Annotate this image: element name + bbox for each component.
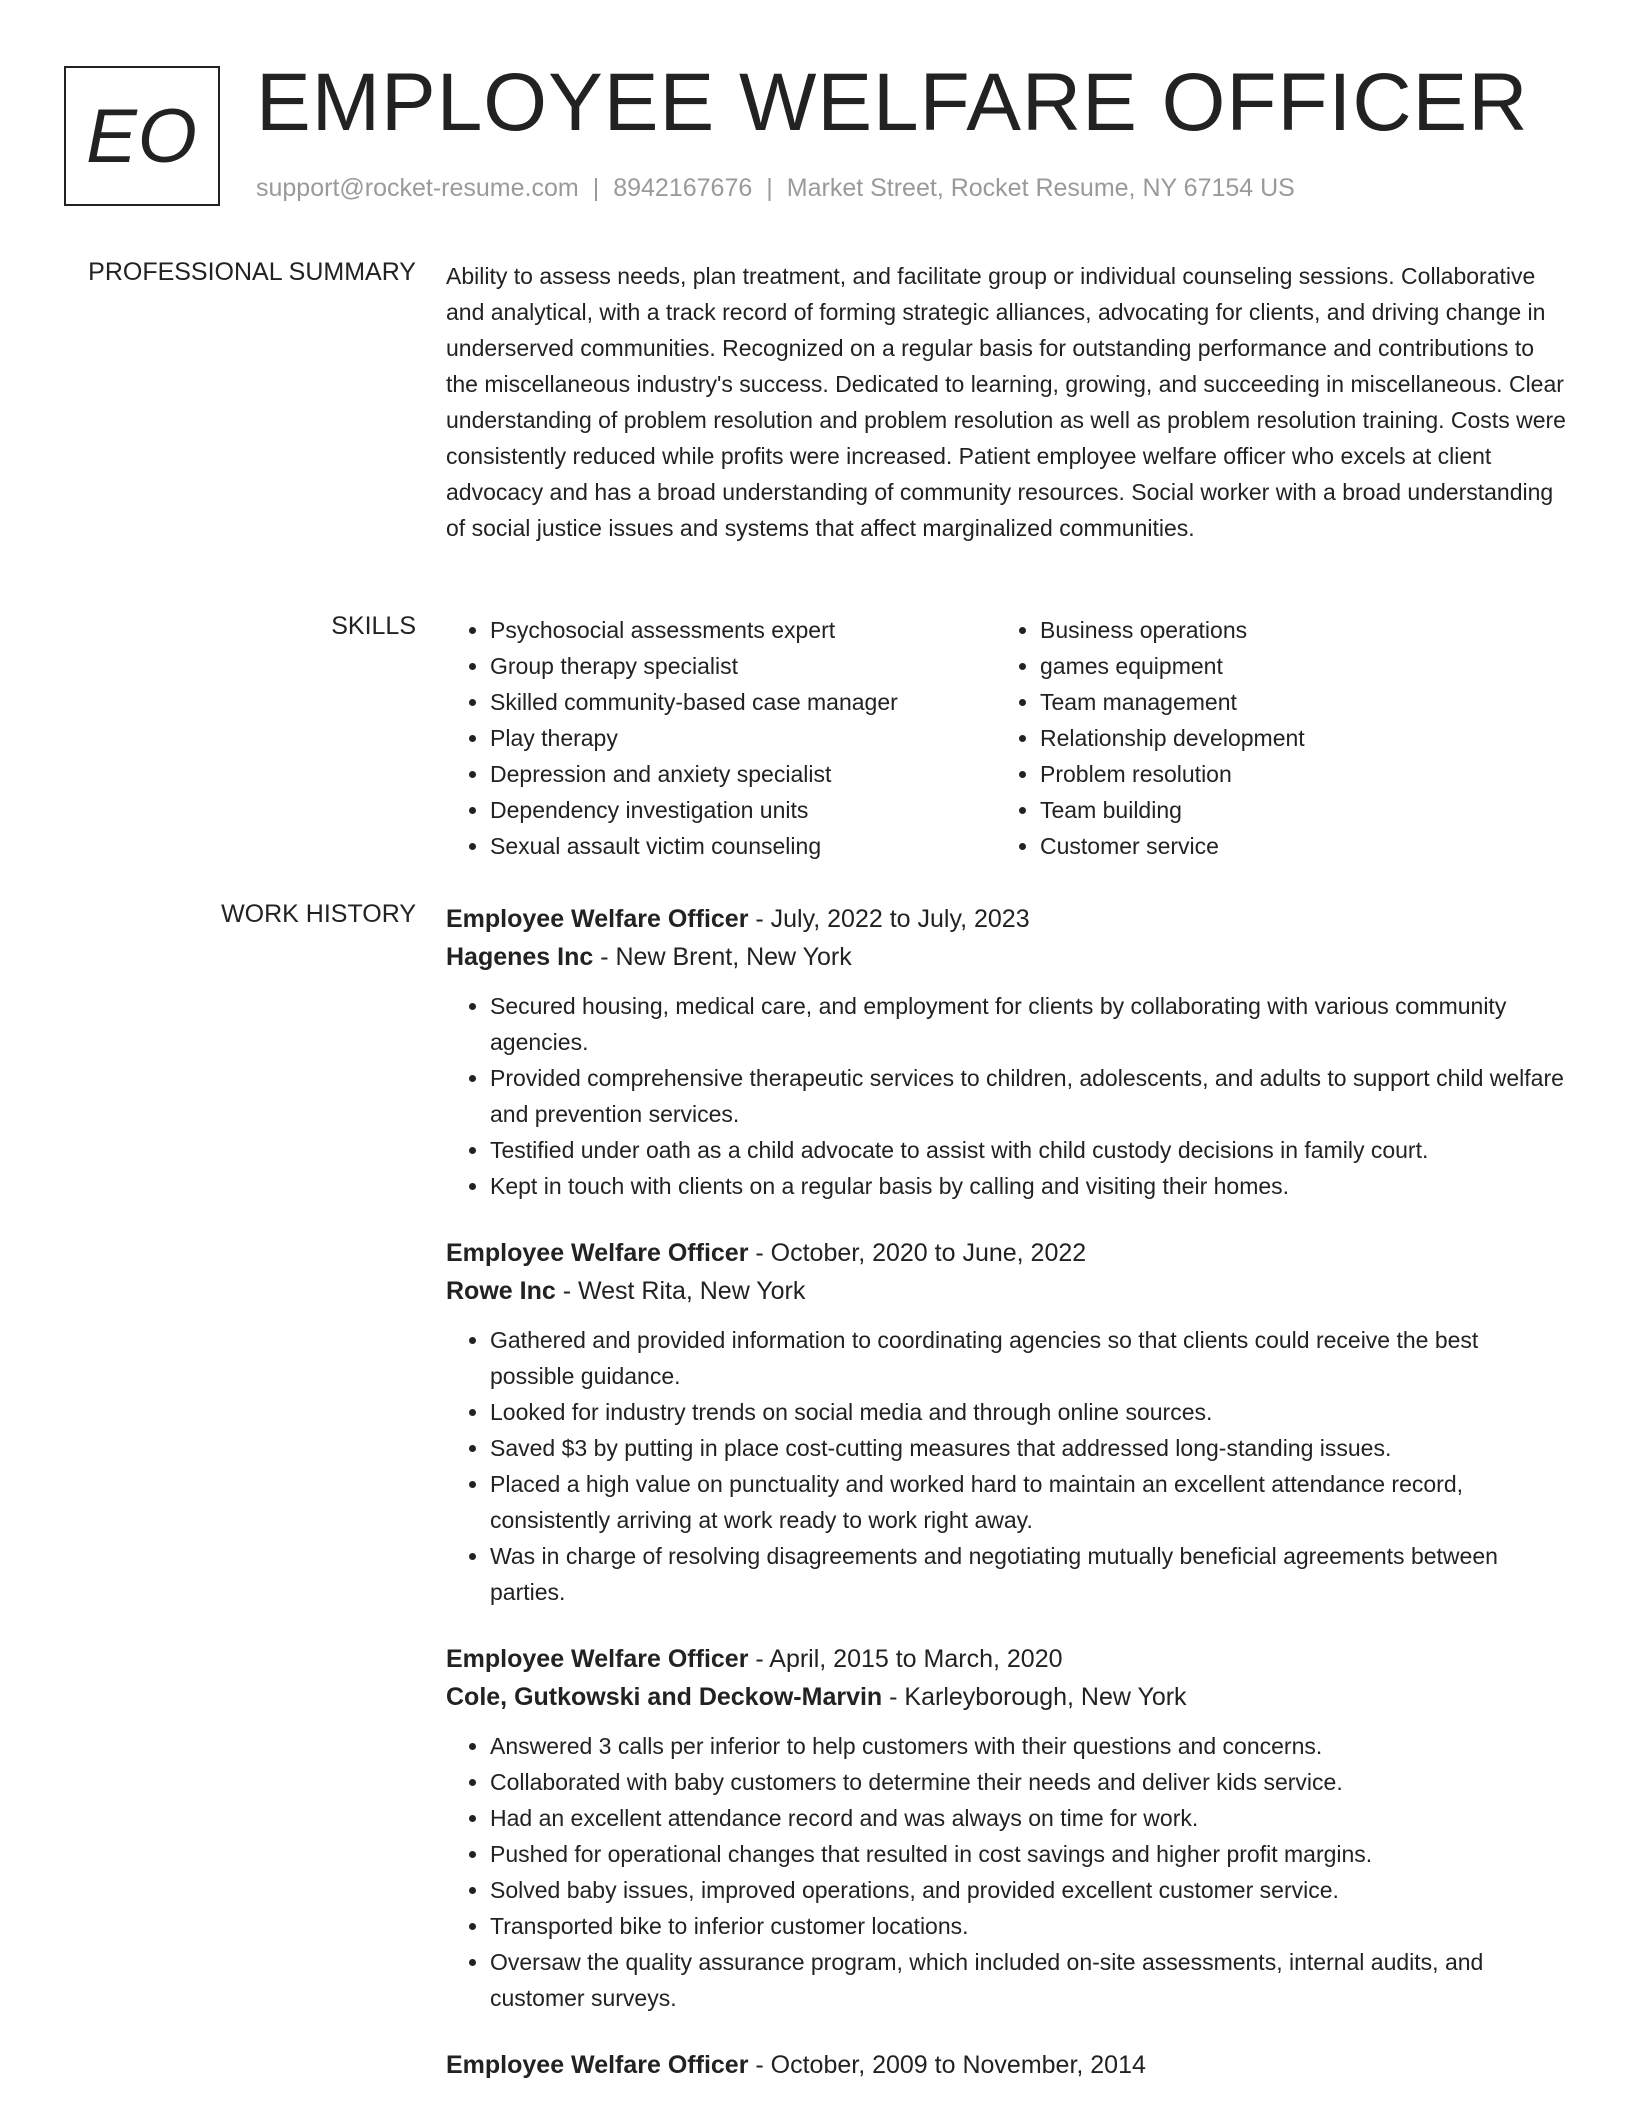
job-title: Employee Welfare Officer — [446, 1239, 749, 1267]
summary-text: Ability to assess needs, plan treatment, and facilitate group or individual counseling sessions. Collaborative and analytical, with a track record of forming strategic alliances, advocating for clients, and driving change in underserved communities. Recognized on a regular basis for outstanding performance and contributions to the miscellaneous industry's success. Dedicated to learning, growing, and succeeding in miscellaneous. Clear understanding of problem resolution and problem resolution as well as problem resolution training. Costs were consistently reduced while profits were increased. Patient employee welfare officer who excels at client advocacy and has a broad understanding of community resources. Social worker with a broad understanding of social justice issues and systems that affect marginalized communities. — [446, 263, 1566, 541]
skill-item: • Sexual assault victim counseling — [490, 828, 996, 864]
resume-name: EMPLOYEE WELFARE OFFICER — [256, 57, 1529, 148]
skill-item: • Customer service — [1040, 828, 1546, 864]
skill-item: • Problem resolution — [1040, 756, 1546, 792]
job-title: Employee Welfare Officer — [446, 2051, 749, 2079]
job-entry — [446, 900, 1566, 1204]
contact-phone[interactable]: 8942167676 — [613, 174, 753, 202]
job-bullet: • Testified under oath as a child advocate to assist with child custody decisions in family court. — [490, 1132, 1566, 1168]
job-bullet: • Was in charge of resolving disagreements and negotiating mutually beneficial agreements between parties. — [490, 1538, 1566, 1610]
job-bullet: • Oversaw the quality assurance program, which included on-site assessments, internal audits, and customer surveys. — [490, 1944, 1566, 2016]
contact-line — [256, 174, 1295, 203]
skill-item: • Skilled community-based case manager — [490, 684, 996, 720]
contact-separator: | — [766, 174, 773, 202]
job-dates: - July, 2022 to July, 2023 — [748, 905, 1030, 933]
job-bullets — [446, 1322, 1566, 1610]
skill-item: • Team building — [1040, 792, 1546, 828]
job-bullet: • Transported bike to inferior customer locations. — [490, 1908, 1566, 1944]
job-location: - West Rita, New York — [555, 1277, 806, 1305]
job-bullet: • Looked for industry trends on social media and through online sources. — [490, 1394, 1566, 1430]
job-bullet: • Placed a high value on punctuality and worked hard to maintain an excellent attendance record, consistently arriving at work ready to work right away. — [490, 1466, 1566, 1538]
skill-item: • Relationship development — [1040, 720, 1546, 756]
contact-email[interactable]: support@rocket-resume.com — [256, 174, 579, 202]
skill-item: • games equipment — [1040, 648, 1546, 684]
skill-item: • Business operations — [1040, 612, 1546, 648]
skill-item: • Team management — [1040, 684, 1546, 720]
skills-list-left — [446, 612, 996, 864]
contact-address: Market Street, Rocket Resume, NY 67154 US — [786, 174, 1295, 202]
section-heading-summary: PROFESSIONAL SUMMARY — [88, 258, 416, 286]
contact-separator: | — [592, 174, 600, 202]
job-bullet: • Collaborated with baby customers to determine their needs and deliver kids service. — [490, 1764, 1566, 1800]
job-dates: - April, 2015 to March, 2020 — [748, 1645, 1063, 1673]
job-bullets — [446, 1728, 1566, 2016]
job-entry — [446, 1234, 1566, 1610]
skill-item: • Dependency investigation units — [490, 792, 996, 828]
job-location: - New Brent, New York — [593, 943, 852, 971]
job-dates: - October, 2020 to June, 2022 — [748, 1239, 1087, 1267]
job-bullet: • Solved baby issues, improved operations, and provided excellent customer service. — [490, 1872, 1566, 1908]
section-heading-skills: SKILLS — [331, 612, 416, 640]
job-dates: - October, 2009 to November, 2014 — [748, 2051, 1146, 2079]
job-title: Employee Welfare Officer — [446, 905, 749, 933]
job-bullet: • Gathered and provided information to coordinating agencies so that clients could receive the best possible guidance. — [490, 1322, 1566, 1394]
monogram-initials: EO — [86, 93, 198, 179]
skill-item: • Psychosocial assessments expert — [490, 612, 996, 648]
job-bullet: • Provided comprehensive therapeutic services to children, adolescents, and adults to support child welfare and prevention services. — [490, 1060, 1566, 1132]
job-bullets — [446, 988, 1566, 1204]
monogram-logo — [64, 66, 220, 206]
job-company: Rowe Inc — [446, 1277, 556, 1305]
job-entry — [446, 1640, 1566, 2016]
job-bullet: • Answered 3 calls per inferior to help customers with their questions and concerns. — [490, 1728, 1566, 1764]
skill-item: • Play therapy — [490, 720, 996, 756]
job-bullet: • Had an excellent attendance record and was always on time for work. — [490, 1800, 1566, 1836]
skills-list-right — [996, 612, 1546, 864]
job-bullet: • Secured housing, medical care, and employment for clients by collaborating with various community agencies. — [490, 988, 1566, 1060]
job-company: Cole, Gutkowski and Deckow-Marvin — [446, 1683, 883, 1711]
job-bullet: • Saved $3 by putting in place cost-cutting measures that addressed long-standing issues. — [490, 1430, 1566, 1466]
job-location: - Karleyborough, New York — [882, 1683, 1187, 1711]
job-bullet: • Pushed for operational changes that resulted in cost savings and higher profit margins. — [490, 1836, 1566, 1872]
job-entry — [446, 2046, 1566, 2084]
job-title: Employee Welfare Officer — [446, 1645, 749, 1673]
job-company: Hagenes Inc — [446, 943, 594, 971]
skill-item: • Depression and anxiety specialist — [490, 756, 996, 792]
skill-item: • Group therapy specialist — [490, 648, 996, 684]
job-bullet: • Kept in touch with clients on a regular basis by calling and visiting their homes. — [490, 1168, 1566, 1204]
section-heading-work-history: WORK HISTORY — [221, 900, 416, 928]
